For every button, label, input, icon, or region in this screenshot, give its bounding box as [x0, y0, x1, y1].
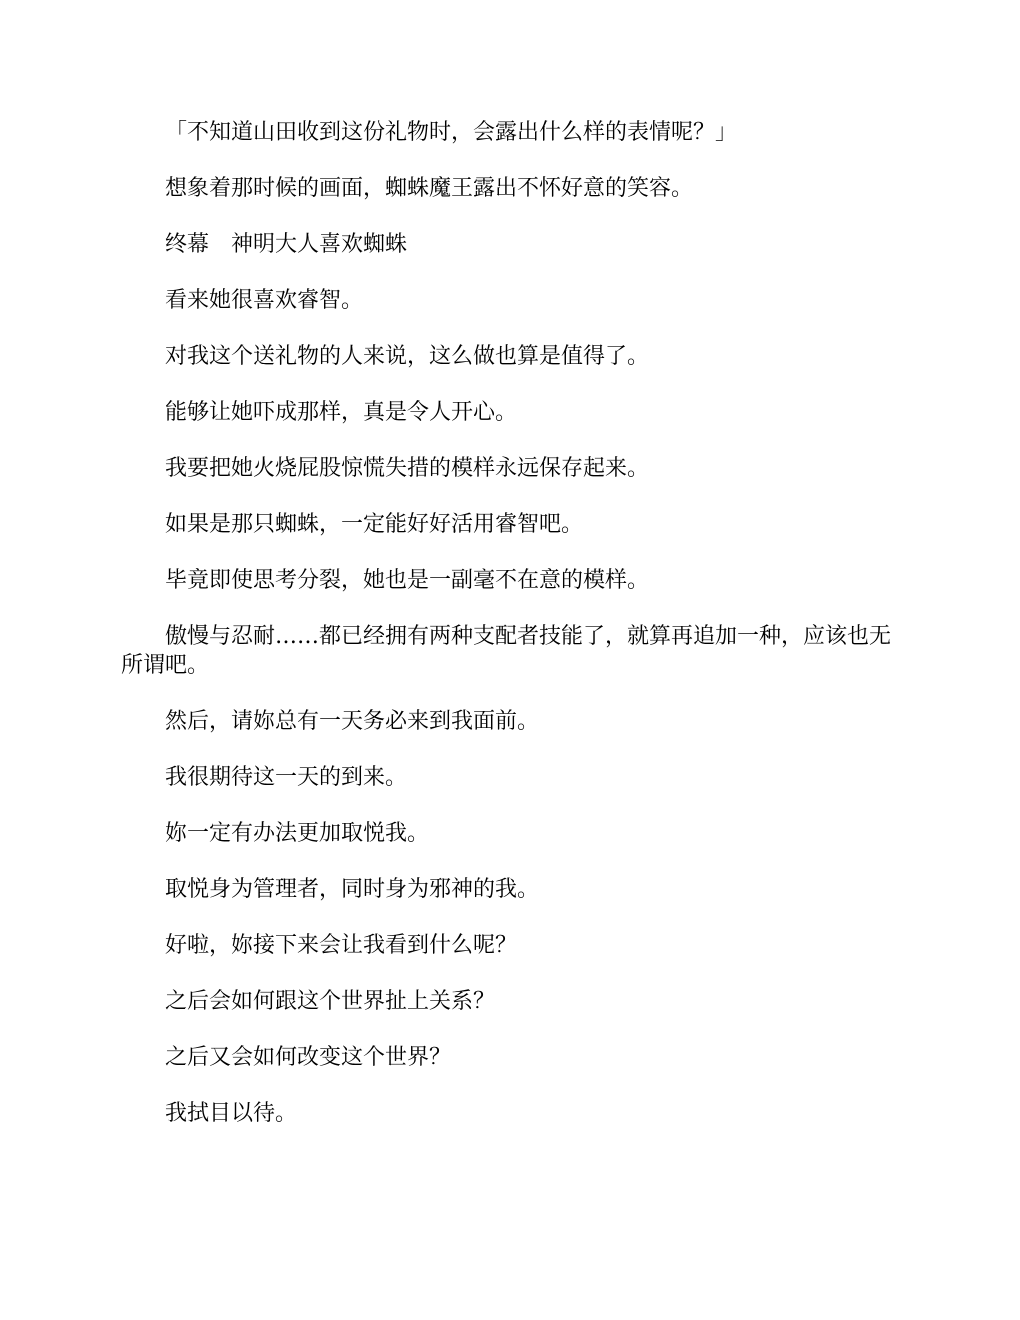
- paragraph: 对我这个送礼物的人来说，这么做也算是值得了。: [165, 344, 650, 369]
- paragraph: 然后，请妳总有一天务必来到我面前。: [165, 709, 540, 734]
- paragraph: 好啦，妳接下来会让我看到什么呢？: [165, 933, 518, 958]
- paragraph: 能够让她吓成那样，真是令人开心。: [165, 400, 518, 425]
- paragraph: 取悦身为管理者，同时身为邪神的我。: [165, 877, 540, 902]
- paragraph: 我拭目以待。: [165, 1101, 298, 1126]
- paragraph: 如果是那只蜘蛛，一定能好好活用睿智吧。: [165, 512, 584, 537]
- paragraph: 毕竟即使思考分裂，她也是一副毫不在意的模样。: [165, 568, 650, 593]
- paragraph: 我要把她火烧屁股惊慌失措的模样永远保存起来。: [165, 456, 650, 481]
- paragraph: 想象着那时候的画面，蜘蛛魔王露出不怀好意的笑容。: [165, 176, 694, 201]
- paragraph: 我很期待这一天的到来。: [165, 765, 408, 790]
- paragraph: 之后会如何跟这个世界扯上关系？: [165, 989, 496, 1014]
- paragraph: 傲慢与忍耐……都已经拥有两种支配者技能了，就算再追加一种，应该也无所谓吧。: [121, 624, 892, 678]
- paragraph: 看来她很喜欢睿智。: [165, 288, 364, 313]
- paragraph: 「不知道山田收到这份礼物时，会露出什么样的表情呢？」: [165, 120, 738, 145]
- paragraph: 之后又会如何改变这个世界？: [165, 1045, 452, 1070]
- chapter-heading: 终幕 神明大人喜欢蜘蛛: [165, 232, 408, 257]
- paragraph: 妳一定有办法更加取悦我。: [165, 821, 430, 846]
- document-page: [121, 118, 896, 1155]
